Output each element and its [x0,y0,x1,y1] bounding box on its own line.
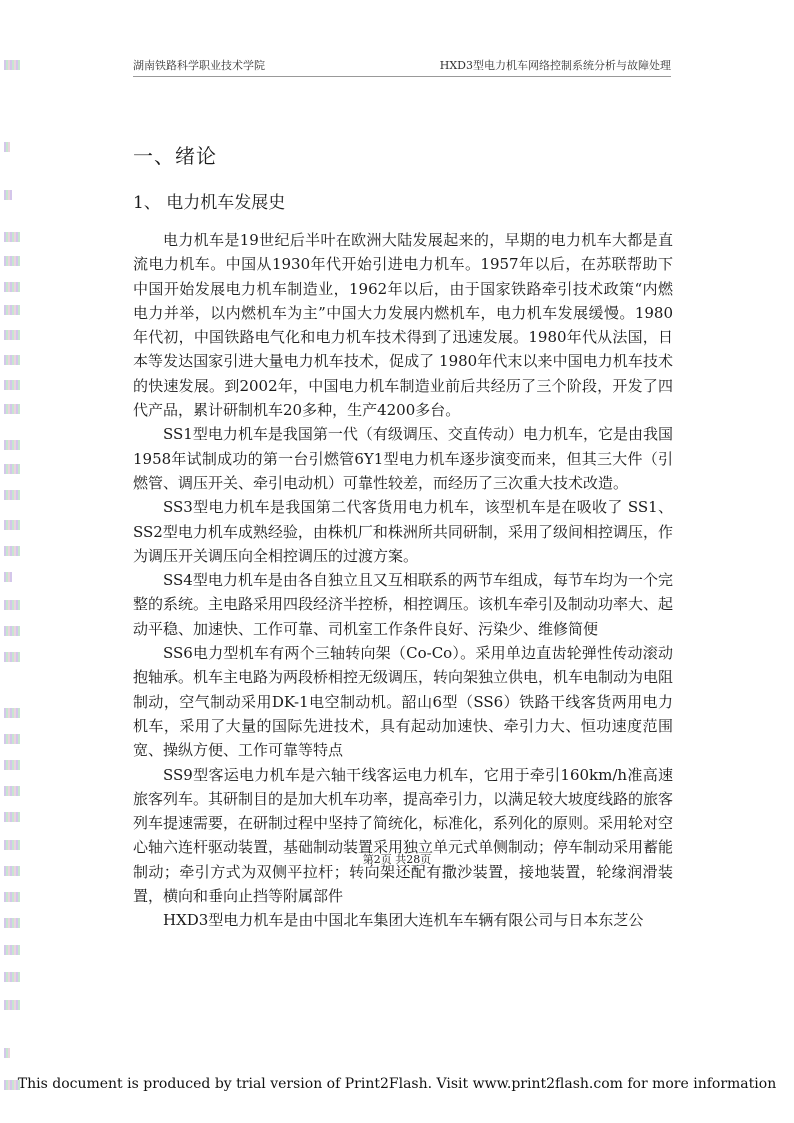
trial-notice: This document is produced by trial version of Print2Flash. Visit www.print2flash.com for more information [17,1076,777,1092]
paragraph: SS6电力型机车有两个三轴转向架（Co-Co）。采用单边直齿轮弹性传动滚动抱轴承。机车主电路为两段桥相控无级调压，转向架独立供电，机车电制动为电阻制动，空气制动采用DK-1电空制动机。韶山6型（SS6）铁路干线客货两用电力机车，采用了大量的国际先进技术，具有起动加速快、牵引力大、恒功速度范围宽、操纵方便、工作可靠等特点 [133,644,674,760]
section-title: 1、 电力机车发展史 [133,193,286,213]
header-document-title: HXD3型电力机车网络控制系统分析与故障处理 [439,59,671,72]
header-institution: 湖南铁路科学职业技术学院 [133,59,265,72]
paragraph: 电力机车是19世纪后半叶在欧洲大陆发展起来的，早期的电力机车大都是直流电力机车。中国从1930年代开始引进电力机车。1957年以后，在苏联帮助下中国开始发展电力机车制造业，1962年以后，由于国家铁路牵引技术政策“内燃电力并举，以内燃机车为主”中国大力发展内燃机车，电力机车发展缓慢。1980年代初，中国铁路电气化和电力机车技术得到了迅速发展。1980年代从法国，日本等发达国家引进大量电力机车技术，促成了 1980年代末以来中国电力机车技术的快速发展。到2002年，中国电力机车制造业前后共经历了三个阶段，开发了四代产品，累计研制机车20多种，生产4200多台。 [133,231,673,420]
paragraph: SS4型电力机车是由各自独立且又互相联系的两节车组成，每节车均为一个完整的系统。主电路采用四段经济半控桥，相控调压。该机车牵引及制动功率大、起动平稳、加速快、工作可靠、司机室工作条件良好、污染少、维修简便 [133,571,674,638]
paragraph: HXD3型电力机车是由中国北车集团大连机车车辆有限公司与日本东芝公 [163,911,644,930]
paragraph: SS1型电力机车是我国第一代（有级调压、交直传动）电力机车，它是由我国1958年试制成功的第一台引燃管6Y1型电力机车逐步演变而来，但其三大件（引燃管、调压开关、牵引电动机）可靠性较差，而经历了三次重大技术改造。 [133,425,673,492]
scan-artifacts [4,0,24,1123]
header-divider [133,76,671,77]
body-text [133,228,673,933]
paragraph: SS9型客运电力机车是六轴干线客运电力机车，它用于牵引160km/h准高速旅客列车。其研制目的是加大机车功率，提高牵引力，以满足较大坡度线路的旅客列车提速需要，在研制过程中坚持了简统化，标准化，系列化的原则。采用轮对空心轴六连杆驱动装置，基础制动装置采用独立单元式单侧制动；停车制动采用蓄能制动；牵引方式为双侧平拉杆；转向架还配有撒沙装置，接地装置，轮缘润滑装置，横向和垂向止挡等附属部件 [133,765,674,906]
page-number: 第2页 共28页 [362,853,432,866]
paragraph: SS3型电力机车是我国第二代客货用电力机车，该型机车是在吸收了 SS1、SS2型电力机车成熟经验，由株机厂和株洲所共同研制，采用了级间相控调压，作为调压开关调压向全相控调压的过渡方案。 [133,498,673,565]
chapter-title: 一、绪论 [133,144,217,168]
page-header [133,57,671,77]
